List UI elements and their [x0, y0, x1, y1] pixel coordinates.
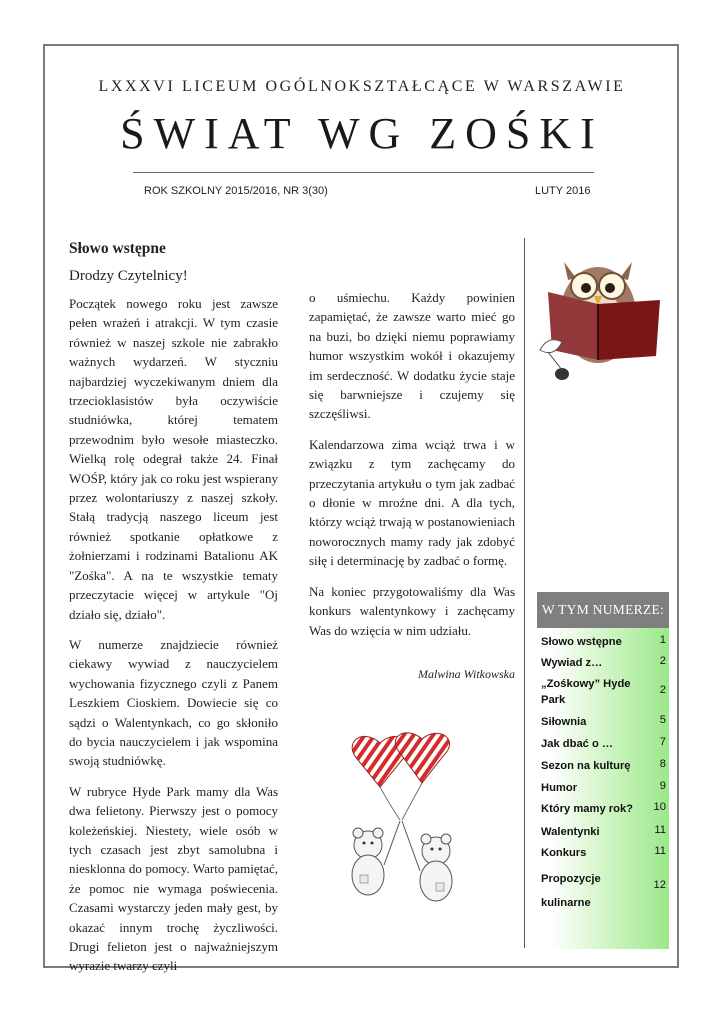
article-heading: Słowo wstępne [69, 240, 166, 257]
sidebar-divider [524, 238, 525, 948]
paragraph: Kalendarzowa zima wciąż trwa i w związku z tym zachęcamy do przeczytania artykułu o tym jak zadbać o dłonie w mroźne dni. A dla tych, którzy wciąż trwają w postanowieniach noworocznych mamy rady jak zdobyć siłę i determinację by zadbać o formę. [309, 436, 515, 569]
issue-date: LUTY 2016 [535, 185, 591, 197]
toc-item-page: 7 [659, 736, 666, 748]
paragraph: Na koniec przygotowaliśmy dla Was konkurs walentynkowy i zachęcamy Was do wzięcia w nim udziału. [309, 583, 515, 638]
toc-item-page: 11 [654, 845, 666, 857]
toc-item-label: Wywiad z… [541, 657, 603, 669]
toc-item-page: 8 [659, 758, 666, 770]
toc-item-page: 5 [659, 714, 666, 726]
article-column-1 [69, 294, 278, 987]
school-year-issue: ROK SZKOLNY 2015/2016, NR 3(30) [144, 185, 328, 197]
toc-item-label: Który mamy rok? [541, 803, 634, 815]
toc-item[interactable] [541, 780, 666, 796]
paragraph: W numerze znajdziecie również ciekawy wywiad z nauczycielem wychowania fizycznego czyli z Panem Leszkiem Cioskiem. Dowiecie się co sądzi o Walentynkach, co go skłoniło do bycia nauczycielem i jak wspomina swoją studniówkę. [69, 636, 278, 769]
toc-item-label: Słowo wstępne [541, 636, 622, 648]
paragraph: o uśmiechu. Każdy powinien zapamiętać, że zawsze warto mieć go na buzi, bo dzięki niemu poprawiamy humor wszystkim wokół i okazujemy im serdeczność. W dodatku życie staje się barwniejsze i czujemy się szczęśliwsi. [309, 290, 515, 422]
toc-item-label: Konkurs [541, 847, 587, 859]
newspaper-title: ŚWIAT WG ZOŚKI [120, 109, 604, 158]
paragraph: W rubryce Hyde Park mamy dla Was dwa felietony. Pierwszy jest o pomocy koleżeńskiej. Niestety, wiele osób w tych czasach jest zbyt samolubna i niesklonna do pomocy. Warto pamiętać, że pomoc nie wymaga poświecenia. Czasami wystarczy jeden mały gest, by okazać innym trochę życzliwości. Drugi felieton jest o najważniejszym wyrazie twarzy czyli [69, 783, 278, 974]
toc-item-label: Jak dbać o … [541, 738, 614, 750]
toc-item[interactable] [541, 736, 666, 752]
paragraph: Początek nowego roku jest zawsze pełen wrażeń i atrakcji. W tym czasie również w naszej szkole nie zabrakło ważnych wydarzeń. W styczniu najbardziej wyczekiwanym dniem dla trzecioklasistów była oczywiście studniówka, której tematem przewodnim było wesołe miasteczko. Wielką rolę odegrał także 24. Finał WOŚP, który jak co roku jest wspierany przez wolontariuszy z naszej szkoły. Stałą tradycją naszego liceum jest również spotkanie opłatkowe z żołnierzami i rodzinami Batalionu AK "Zośka". A na te wszystkie tematy przeczytacie więcej w artykule "Oj działo się, działo". [69, 296, 278, 622]
toc-item-page: 1 [659, 634, 666, 646]
toc-item-label: Propozycje kulinarne [541, 873, 601, 909]
toc-item-label: Sezon na kulturę [541, 760, 631, 772]
toc-item[interactable] [541, 845, 666, 861]
toc-heading: W TYM NUMERZE: [537, 592, 669, 628]
toc-item[interactable] [541, 655, 666, 671]
toc-item-page: 2 [659, 684, 666, 696]
toc-item[interactable] [541, 801, 666, 817]
school-name: LXXXVI LICEUM OGÓLNOKSZTAŁCĄCE W WARSZAWIE [98, 78, 626, 95]
toc-item-label: Siłownia [541, 716, 587, 728]
owl-reading-illustration [528, 240, 673, 390]
toc-list [537, 628, 669, 949]
toc-item[interactable] [541, 824, 666, 840]
toc-item[interactable] [541, 634, 666, 650]
toc-item-label: „Zośkowy” Hyde Park [541, 678, 631, 706]
toc-item[interactable] [541, 714, 666, 730]
article-column-2 [309, 288, 515, 651]
toc-item-page: 9 [659, 780, 666, 792]
toc-item-label: Walentynki [541, 826, 600, 838]
author-signature: Malwina Witkowska [418, 667, 515, 681]
toc-item-page: 12 [653, 879, 666, 891]
toc-item-page: 10 [653, 801, 666, 813]
toc-item-page: 2 [659, 655, 666, 667]
toc-item-page: 11 [654, 824, 666, 836]
bears-heart-balloons-illustration [340, 725, 470, 910]
toc-item[interactable] [541, 758, 666, 774]
article-greeting: Drodzy Czytelnicy! [69, 268, 188, 284]
toc-item-label: Humor [541, 782, 578, 794]
header-divider [133, 172, 594, 173]
toc-item[interactable] [541, 867, 666, 915]
toc-item[interactable] [541, 676, 666, 708]
